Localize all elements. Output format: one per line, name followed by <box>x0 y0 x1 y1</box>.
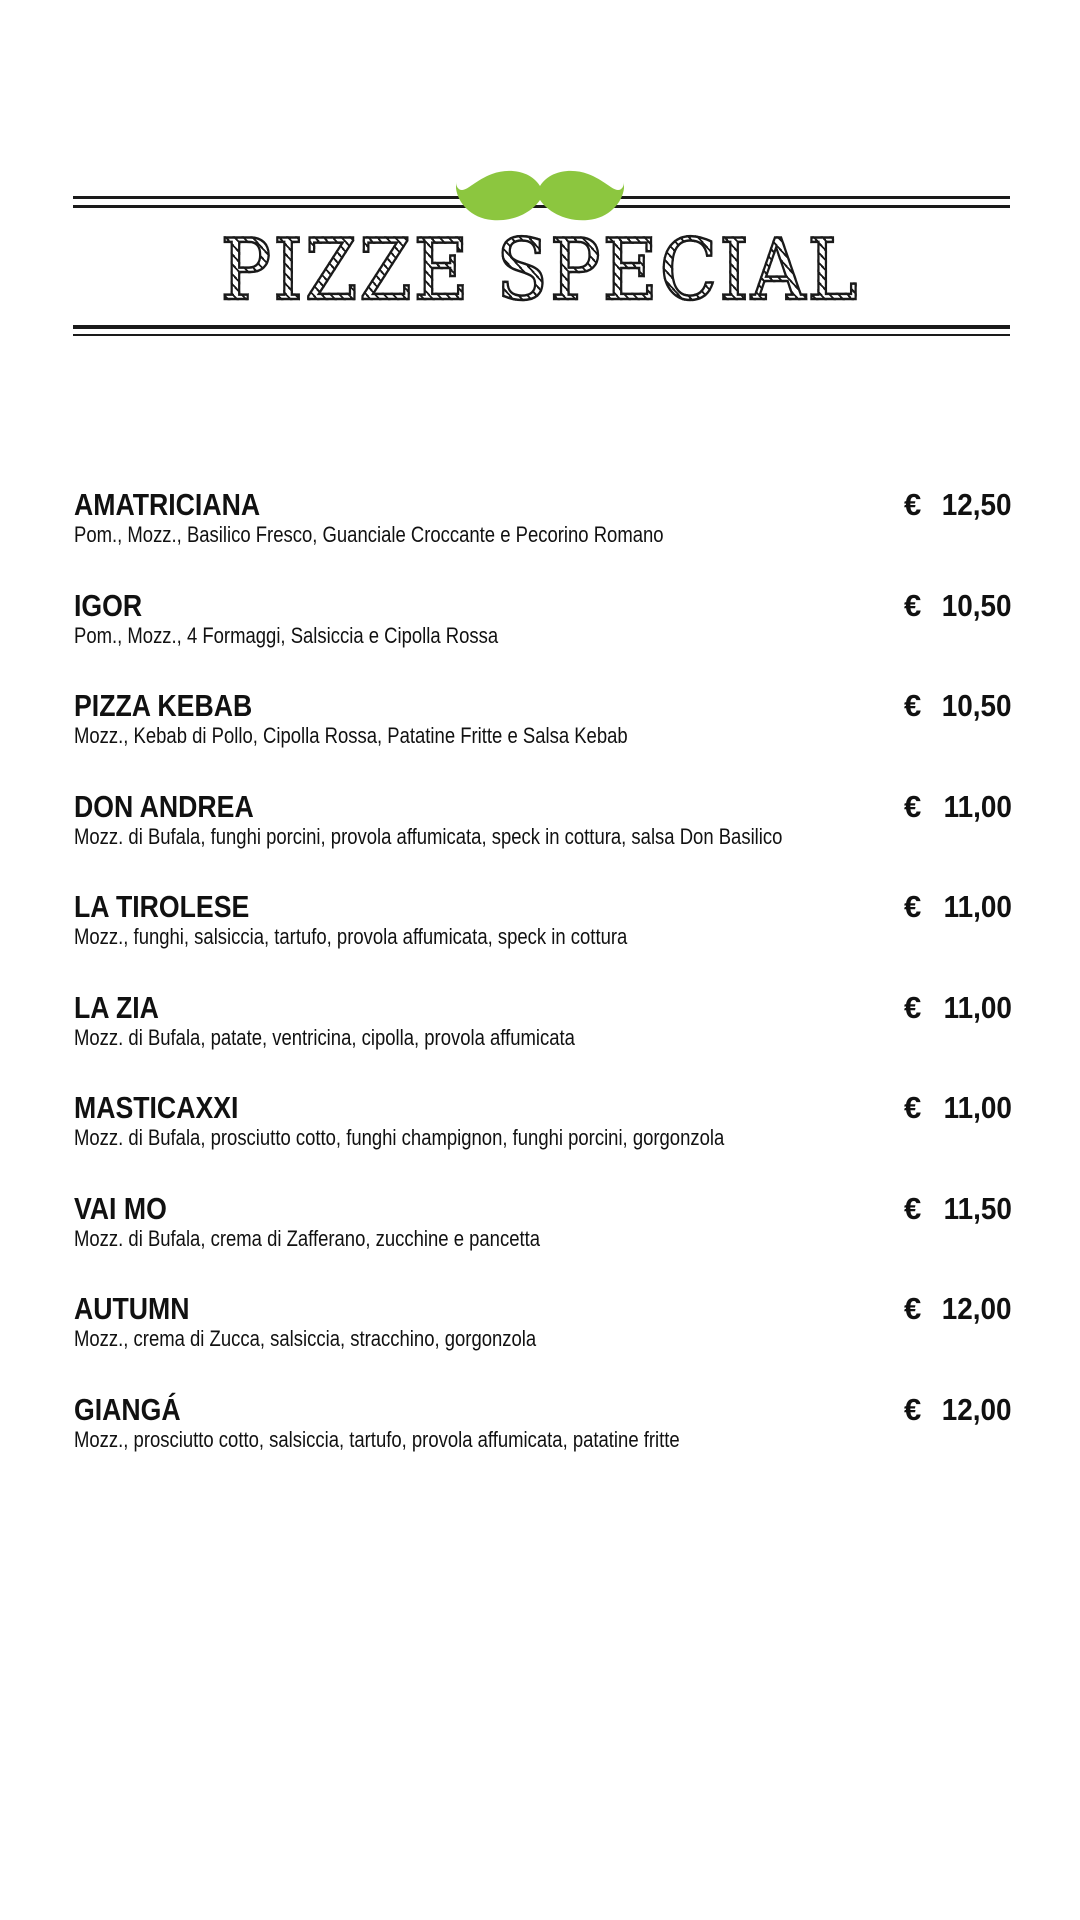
menu-item-currency: € <box>904 587 922 623</box>
menu-item <box>72 688 1012 789</box>
menu-item-description: Mozz. di Bufala, prosciutto cotto, funghi champignon, funghi porcini, gorgonzola <box>74 1125 725 1150</box>
menu-item-amount: 11,00 <box>943 889 1012 924</box>
menu-item-amount: 10,50 <box>942 688 1012 723</box>
menu-item-amount: 11,00 <box>943 1090 1012 1125</box>
menu-item <box>72 1291 1012 1392</box>
menu-item-name: PIZZA KEBAB <box>74 688 253 723</box>
menu-item-amount: 11,00 <box>943 788 1012 824</box>
menu-item-price <box>904 889 1012 925</box>
menu-item-name: VAI MO <box>74 1190 167 1226</box>
menu-item <box>72 1090 1012 1191</box>
menu-item-description: Mozz. di Bufala, patate, ventricina, cipolla, provola affumicata <box>74 1024 575 1050</box>
menu-item-currency: € <box>904 1291 922 1326</box>
menu-item-name: GIANGÁ <box>74 1391 181 1427</box>
menu-item <box>72 487 1012 588</box>
menu-item <box>72 588 1012 689</box>
menu-item <box>72 1191 1012 1292</box>
menu-item-description: Mozz., Kebab di Pollo, Cipolla Rossa, Patatine Fritte e Salsa Kebab <box>74 723 628 748</box>
menu-item-amount: 12,50 <box>942 487 1012 522</box>
menu-item-price <box>904 789 1012 825</box>
menu-item-amount: 11,00 <box>943 989 1012 1025</box>
menu-item-description: Mozz. di Bufala, funghi porcini, provola affumicata, speck in cottura, salsa Don Basilico <box>74 823 783 849</box>
menu-item-amount: 10,50 <box>942 587 1012 623</box>
page-title: PIZZE SPECIAL <box>220 221 860 319</box>
menu-item-currency: € <box>904 487 922 522</box>
menu-item-name: AMATRICIANA <box>74 487 261 522</box>
menu-header <box>0 0 1080 360</box>
menu-item-description: Mozz. di Bufala, crema di Zafferano, zucchine e pancetta <box>74 1225 541 1251</box>
menu-item-name: MASTICAXXI <box>74 1090 239 1125</box>
menu-item-currency: € <box>904 788 922 824</box>
menu-item-currency: € <box>904 989 922 1025</box>
header-bottom-rule <box>73 325 1010 329</box>
menu-item-price <box>904 1191 1012 1227</box>
menu-item-description: Pom., Mozz., 4 Formaggi, Salsiccia e Cipolla Rossa <box>74 622 499 648</box>
menu-list <box>72 487 1012 1492</box>
menu-item-price <box>904 990 1012 1026</box>
menu-item-name: DON ANDREA <box>74 788 254 824</box>
menu-item <box>72 1392 1012 1493</box>
menu-item-currency: € <box>904 1190 922 1226</box>
menu-item <box>72 889 1012 990</box>
menu-item-name: LA ZIA <box>74 989 159 1025</box>
menu-item-description: Mozz., funghi, salsiccia, tartufo, provola affumicata, speck in cottura <box>74 924 628 949</box>
menu-item <box>72 789 1012 890</box>
menu-item-name: LA TIROLESE <box>74 889 250 924</box>
menu-item-price <box>904 1090 1012 1126</box>
menu-item-currency: € <box>904 889 922 924</box>
menu-item <box>72 990 1012 1091</box>
header-bottom-rule-inner <box>73 334 1010 336</box>
menu-item-name: AUTUMN <box>74 1291 190 1326</box>
menu-item-price <box>904 1392 1012 1428</box>
menu-item-name: IGOR <box>74 587 143 623</box>
menu-item-currency: € <box>904 1391 922 1427</box>
menu-item-description: Mozz., crema di Zucca, salsiccia, stracchino, gorgonzola <box>74 1326 537 1351</box>
menu-item-price <box>904 487 1012 523</box>
menu-item-price <box>904 688 1012 724</box>
menu-item-amount: 12,00 <box>942 1391 1012 1427</box>
menu-item-amount: 12,00 <box>942 1291 1012 1326</box>
menu-item-amount: 11,50 <box>943 1190 1012 1226</box>
menu-item-description: Mozz., prosciutto cotto, salsiccia, tartufo, provola affumicata, patatine fritte <box>74 1426 680 1452</box>
menu-item-currency: € <box>904 1090 922 1125</box>
menu-item-currency: € <box>904 688 922 723</box>
menu-item-price <box>904 1291 1012 1327</box>
title-wrapper <box>0 222 1080 318</box>
menu-item-description: Pom., Mozz., Basilico Fresco, Guanciale Croccante e Pecorino Romano <box>74 522 664 547</box>
menu-item-price <box>904 588 1012 624</box>
